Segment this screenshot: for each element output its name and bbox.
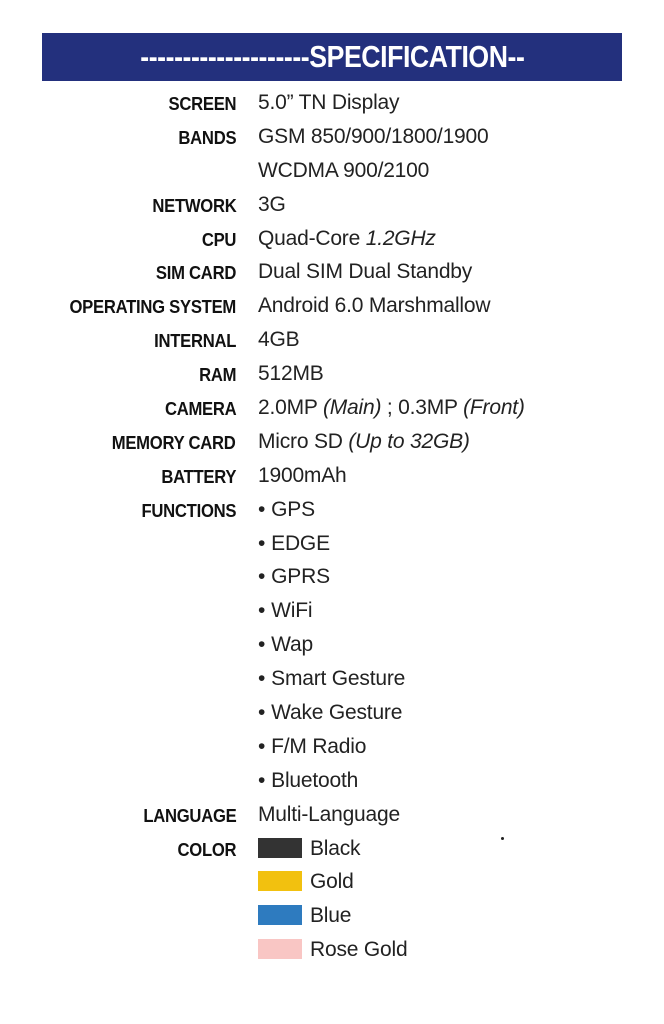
spec-label xyxy=(0,500,236,522)
function-fm-radio: F/M Radio xyxy=(271,734,367,758)
color-name-gold: Gold xyxy=(310,870,354,894)
spec-value-cpu xyxy=(258,227,436,251)
spec-label xyxy=(0,195,236,217)
spec-row-camera xyxy=(0,393,664,427)
spec-value-network: 3G xyxy=(258,192,286,216)
spec-value-memory xyxy=(258,430,470,454)
memory-capacity: (Up to 32GB) xyxy=(348,429,470,453)
banner-dashes-left: -------------------- xyxy=(139,39,309,74)
spec-row-language xyxy=(0,800,664,834)
spec-row-screen xyxy=(0,88,664,122)
spec-label-camera: CAMERA xyxy=(164,398,236,420)
function-item xyxy=(258,532,330,556)
camera-front-note: (Front) xyxy=(463,396,525,420)
memory-type: Micro SD xyxy=(258,429,349,453)
spec-label xyxy=(0,398,236,420)
color-name-black: Black xyxy=(310,836,361,860)
spec-row-os xyxy=(0,291,664,325)
spec-row-color xyxy=(0,834,664,868)
spec-label-internal: INTERNAL xyxy=(153,330,236,352)
color-swatch-rose-gold xyxy=(258,939,302,959)
bullet-icon: • xyxy=(258,599,266,623)
spec-label xyxy=(0,93,236,115)
spec-row-memory xyxy=(0,427,664,461)
spec-label-bands: BANDS xyxy=(178,126,236,148)
spec-label xyxy=(0,839,236,861)
spec-row-functions xyxy=(0,495,664,529)
spec-row-ram xyxy=(0,359,664,393)
spec-label xyxy=(0,364,236,386)
spec-label xyxy=(0,262,236,284)
spec-value-os: Android 6.0 Marshmallow xyxy=(258,294,491,318)
function-item xyxy=(258,498,315,522)
color-name-rose-gold: Rose Gold xyxy=(310,938,408,962)
spec-value-screen: 5.0” TN Display xyxy=(258,91,400,114)
bullet-icon: • xyxy=(258,497,266,521)
spec-row-function xyxy=(0,596,664,630)
function-item xyxy=(258,701,402,725)
camera-main: 2.0MP xyxy=(258,396,323,420)
banner-title: SPECIFICATION xyxy=(308,39,508,74)
spec-label-screen: SCREEN xyxy=(168,93,236,114)
spec-value-battery: 1900mAh xyxy=(258,463,347,487)
spec-value-ram: 512MB xyxy=(258,362,324,386)
spec-label-language: LANGUAGE xyxy=(142,804,236,826)
stray-dot xyxy=(501,837,504,840)
spec-value-language: Multi-Language xyxy=(258,802,400,826)
bullet-icon: • xyxy=(258,734,266,758)
color-swatch-black xyxy=(258,838,302,858)
cpu-speed: 1.2GHz xyxy=(365,226,436,250)
function-smart-gesture: Smart Gesture xyxy=(271,667,406,691)
spec-row-network xyxy=(0,190,664,224)
function-bluetooth: Bluetooth xyxy=(271,768,359,792)
camera-main-note: (Main) xyxy=(322,396,382,420)
spec-row-color xyxy=(0,901,664,935)
spec-label-sim: SIM CARD xyxy=(155,262,236,284)
spec-label xyxy=(0,229,236,251)
function-item xyxy=(258,667,405,691)
spec-row-function xyxy=(0,630,664,664)
spec-label xyxy=(0,432,236,454)
spec-label xyxy=(0,805,236,827)
spec-value-camera xyxy=(258,396,525,420)
spec-row-function xyxy=(0,562,664,596)
bullet-icon: • xyxy=(258,565,266,589)
spec-label-os: OPERATING SYSTEM xyxy=(69,296,236,318)
spec-label-battery: BATTERY xyxy=(161,465,236,487)
function-item xyxy=(258,633,313,657)
spec-label-cpu: CPU xyxy=(201,228,236,250)
spec-value-bands-gsm: GSM 850/900/1800/1900 xyxy=(258,124,489,148)
function-edge: EDGE xyxy=(271,531,330,555)
color-name-blue: Blue xyxy=(310,904,352,928)
spec-value-sim: Dual SIM Dual Standby xyxy=(258,260,473,284)
spec-row-sim xyxy=(0,257,664,291)
spec-label-ram: RAM xyxy=(198,364,236,386)
function-wifi: WiFi xyxy=(271,599,313,623)
spec-row-function xyxy=(0,732,664,766)
spec-row-color xyxy=(0,867,664,901)
bullet-icon: • xyxy=(258,768,266,792)
color-option xyxy=(258,837,360,861)
bullet-icon: • xyxy=(258,531,266,555)
color-option xyxy=(258,938,407,962)
spec-row-battery xyxy=(0,461,664,495)
function-wap: Wap xyxy=(271,633,313,657)
function-gprs: GPRS xyxy=(271,565,330,589)
function-item xyxy=(258,735,366,759)
spec-label-color: COLOR xyxy=(177,838,236,860)
spec-label-memory: MEMORY CARD xyxy=(112,431,236,453)
function-item xyxy=(258,565,330,589)
banner-title-line xyxy=(140,39,524,75)
spec-value-bands-wcdma: WCDMA 900/2100 xyxy=(258,158,430,182)
spec-value-internal: 4GB xyxy=(258,328,300,352)
color-option xyxy=(258,870,354,894)
spec-label-functions: FUNCTIONS xyxy=(141,499,236,521)
function-gps: GPS xyxy=(271,497,315,521)
spec-label xyxy=(0,466,236,488)
spec-row-function xyxy=(0,529,664,563)
color-swatch-blue xyxy=(258,905,302,925)
spec-row-function xyxy=(0,698,664,732)
spec-label xyxy=(0,330,236,352)
function-item xyxy=(258,599,312,623)
bullet-icon: • xyxy=(258,667,266,691)
function-item xyxy=(258,769,358,793)
bullet-icon: • xyxy=(258,701,266,725)
banner-dashes-right: -- xyxy=(507,39,525,74)
spec-label-network: NETWORK xyxy=(151,194,236,216)
spec-label xyxy=(0,296,236,318)
spec-row-internal xyxy=(0,325,664,359)
spec-row-bands-2 xyxy=(0,156,664,190)
cpu-cores: Quad-Core xyxy=(258,226,366,250)
spec-row-cpu xyxy=(0,224,664,258)
spec-row-function xyxy=(0,664,664,698)
spec-row-color xyxy=(0,935,664,969)
spec-row-function xyxy=(0,766,664,800)
bullet-icon: • xyxy=(258,633,266,657)
spec-list xyxy=(0,88,664,969)
function-wake-gesture: Wake Gesture xyxy=(271,701,403,725)
spec-row-bands xyxy=(0,122,664,156)
camera-separator: ; xyxy=(381,396,399,420)
color-option xyxy=(258,904,351,928)
spec-banner xyxy=(42,33,622,81)
spec-label xyxy=(0,127,236,149)
color-swatch-gold xyxy=(258,871,302,891)
camera-front: 0.3MP xyxy=(398,396,464,420)
